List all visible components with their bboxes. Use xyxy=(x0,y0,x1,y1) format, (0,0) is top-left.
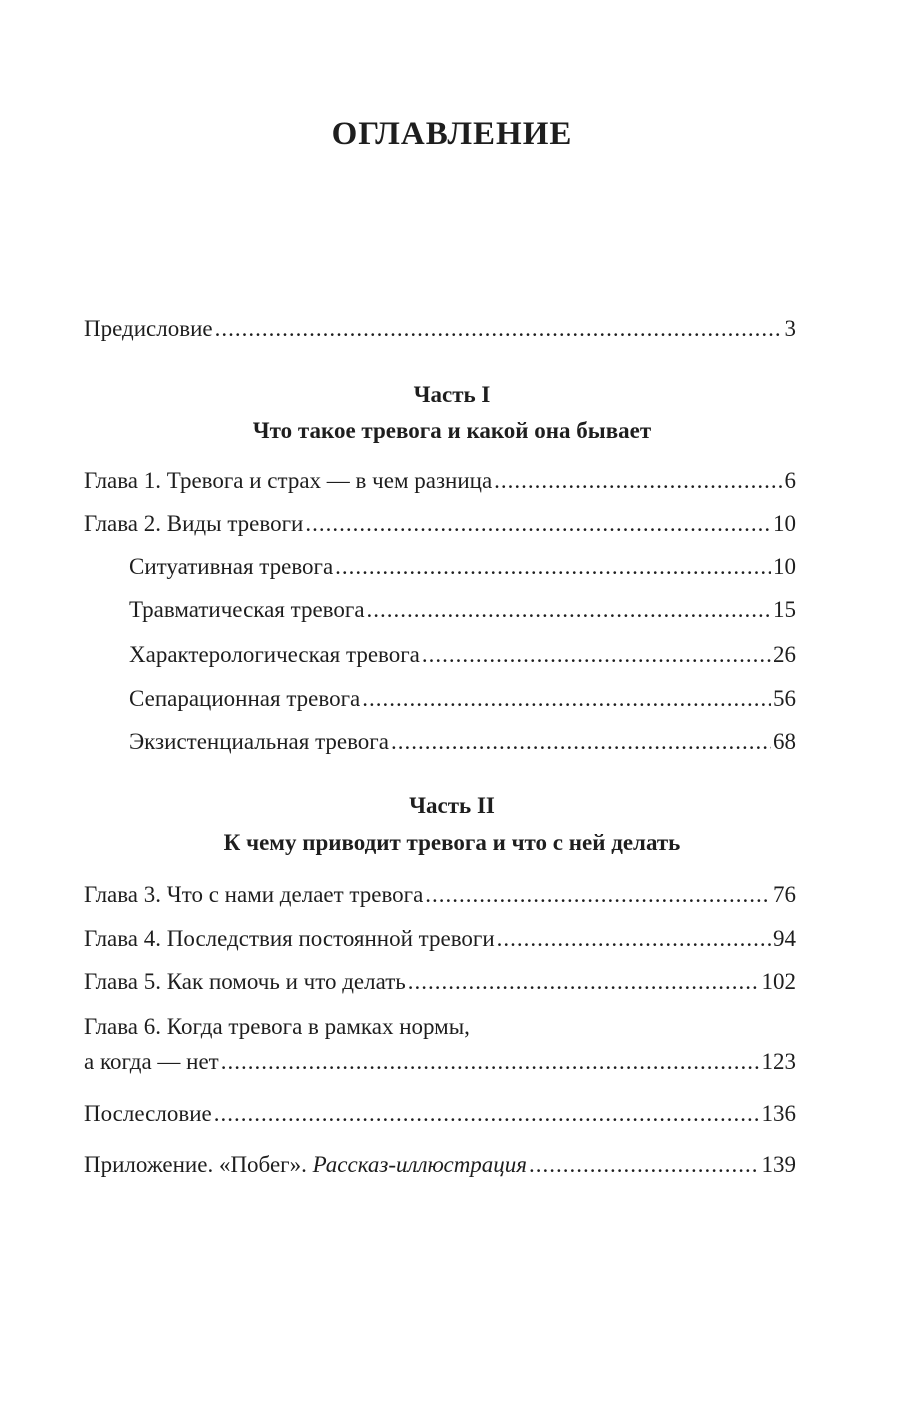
toc-entry-situational[interactable] xyxy=(129,548,796,586)
dot-leader xyxy=(529,1146,760,1184)
toc-page-number: 136 xyxy=(761,1101,796,1126)
dot-leader xyxy=(494,462,782,500)
toc-page-number: 6 xyxy=(784,468,796,493)
toc-entry-label: Глава 2. Виды тревоги xyxy=(84,511,304,536)
toc-entry-label: Предисловие xyxy=(84,316,213,341)
toc-page-number: 3 xyxy=(784,316,796,341)
toc-entry-label xyxy=(84,1146,527,1184)
toc-page-number: 10 xyxy=(773,554,796,579)
page-title: ОГЛАВЛЕНИЕ xyxy=(331,116,573,152)
part-1-label: Часть I xyxy=(413,382,491,407)
toc-entry-chapter-5[interactable] xyxy=(84,963,796,1001)
toc-entry-label: Сепарационная тревога xyxy=(129,686,361,711)
toc-entry-chapter-6-line1[interactable]: Глава 6. Когда тревога в рамках нормы, xyxy=(84,1014,470,1039)
part-2-subtitle: К чему приводит тревога и что с ней делать xyxy=(223,830,681,855)
toc-page-number: 26 xyxy=(773,642,796,667)
dot-leader xyxy=(215,310,783,348)
toc-entry-characterological[interactable] xyxy=(129,636,796,674)
appendix-label: Приложение. «Побег». xyxy=(84,1152,307,1177)
toc-entry-preface[interactable] xyxy=(84,310,796,348)
toc-entry-afterword[interactable] xyxy=(84,1095,796,1133)
toc-entry-traumatic[interactable] xyxy=(129,591,796,629)
toc-page-number: 123 xyxy=(761,1049,796,1074)
dot-leader xyxy=(362,680,771,718)
toc-entry-label: Глава 4. Последствия постоянной тревоги xyxy=(84,926,495,951)
toc-page-number: 56 xyxy=(773,686,796,711)
toc-entry-label: Послесловие xyxy=(84,1101,212,1126)
toc-page-number: 15 xyxy=(773,597,796,622)
dot-leader xyxy=(221,1043,760,1081)
dot-leader xyxy=(391,723,771,761)
toc-page-number: 76 xyxy=(773,882,796,907)
dot-leader xyxy=(425,876,771,914)
appendix-label-italic: Рассказ-иллюстрация xyxy=(312,1152,527,1177)
toc-entry-label: Экзистенциальная тревога xyxy=(129,729,389,754)
dot-leader xyxy=(422,636,771,674)
toc-entry-existential[interactable] xyxy=(129,723,796,761)
toc-entry-appendix[interactable] xyxy=(84,1146,796,1184)
toc-page-number: 139 xyxy=(761,1152,796,1177)
toc-entry-label: Глава 5. Как помочь и что делать xyxy=(84,969,406,994)
toc-entry-chapter-1[interactable] xyxy=(84,462,796,500)
toc-page-number: 102 xyxy=(761,969,796,994)
toc-entry-label: Глава 1. Тревога и страх — в чем разница xyxy=(84,468,493,493)
dot-leader xyxy=(214,1095,760,1133)
toc-entry-chapter-2[interactable] xyxy=(84,505,796,543)
toc-entry-chapter-3[interactable] xyxy=(84,876,796,914)
dot-leader xyxy=(497,920,771,958)
part-1-subtitle: Что такое тревога и какой она бывает xyxy=(252,418,652,443)
toc-entry-separation[interactable] xyxy=(129,680,796,718)
dot-leader xyxy=(335,548,771,586)
dot-leader xyxy=(305,505,771,543)
toc-page-number: 94 xyxy=(773,926,796,951)
toc-entry-label: Характерологическая тревога xyxy=(129,642,420,667)
toc-entry-chapter-6[interactable] xyxy=(84,1043,796,1081)
dot-leader xyxy=(408,963,760,1001)
toc-entry-label: Глава 3. Что с нами делает тревога xyxy=(84,882,424,907)
part-2-label: Часть II xyxy=(409,793,495,818)
toc-entry-label: а когда — нет xyxy=(84,1049,219,1074)
toc-entry-label: Травматическая тревога xyxy=(129,597,365,622)
toc-page-number: 10 xyxy=(773,511,796,536)
dot-leader xyxy=(367,591,771,629)
toc-entry-chapter-4[interactable] xyxy=(84,920,796,958)
toc-page-number: 68 xyxy=(773,729,796,754)
toc-entry-label: Ситуативная тревога xyxy=(129,554,334,579)
